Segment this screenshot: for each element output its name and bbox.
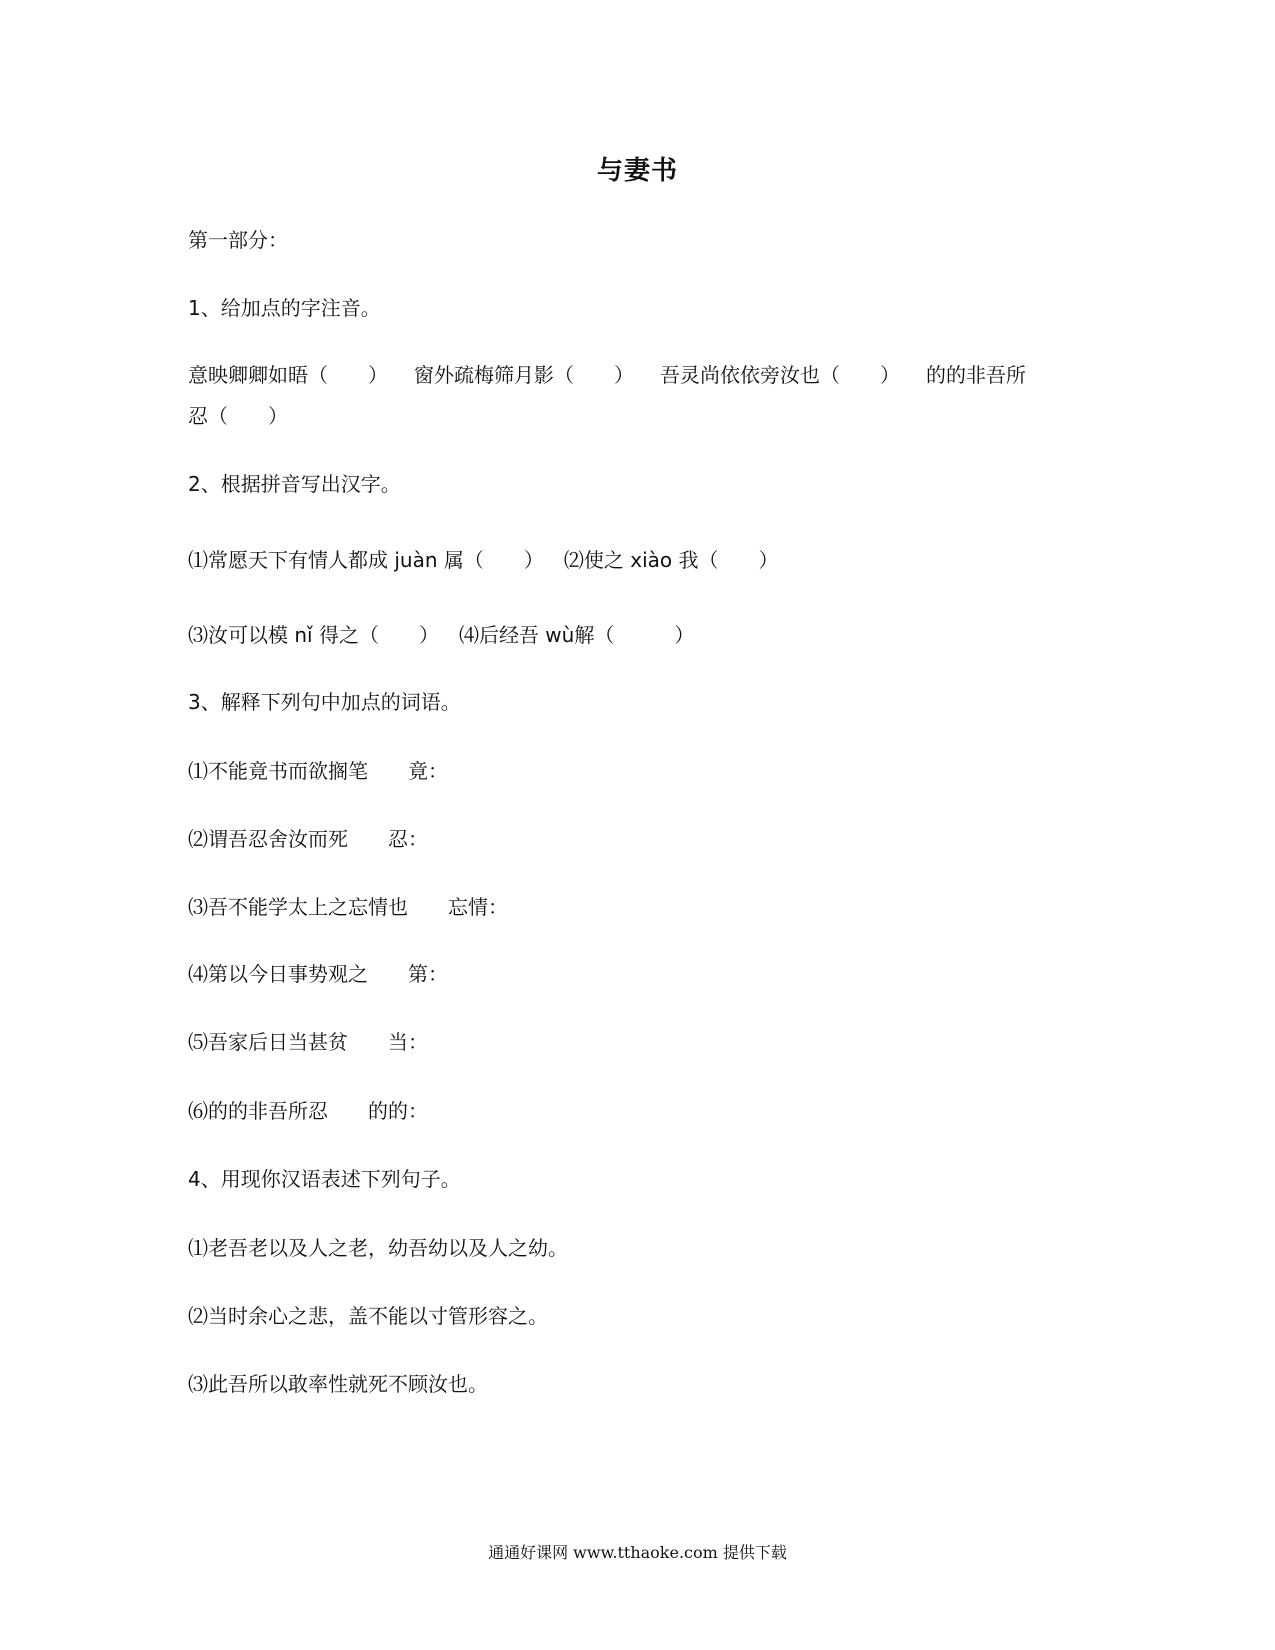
q1-item-3: 吾灵尚依依旁汝也（ ） <box>660 363 900 387</box>
q4-item-1: ⑴老吾老以及人之老，幼吾幼以及人之幼。 <box>188 1236 568 1260</box>
q3-item-5-word: 当： <box>388 1030 428 1054</box>
q3-item-1 <box>188 759 448 783</box>
footer-watermark: 通通好课网 www.tthaoke.com 提供下载 <box>488 1543 787 1562</box>
q3-item-4-word: 第： <box>408 962 448 986</box>
q3-item-1-sentence: ⑴不能竟书而欲搁笔 <box>188 759 368 783</box>
question-1-heading: 1、给加点的字注音。 <box>188 296 381 320</box>
document-title: 与妻书 <box>596 156 678 186</box>
q2-item-1: ⑴常愿天下有情人都成 juàn 属（ ） <box>188 548 544 572</box>
q3-item-3 <box>188 895 508 919</box>
q1-item-4: 的的非吾所 <box>926 363 1026 387</box>
question-3-heading: 3、解释下列句中加点的词语。 <box>188 690 461 714</box>
q1-item-1: 意映卿卿如晤（ ） <box>188 363 388 387</box>
q3-item-4-sentence: ⑷第以今日事势观之 <box>188 962 368 986</box>
q3-item-6-word: 的的： <box>368 1099 428 1123</box>
q4-item-3: ⑶此吾所以敢率性就死不顾汝也。 <box>188 1372 488 1396</box>
q4-item-2: ⑵当时余心之悲，盖不能以寸管形容之。 <box>188 1304 548 1328</box>
q3-item-2 <box>188 827 428 851</box>
part-one-label: 第一部分： <box>188 228 288 252</box>
q3-item-2-word: 忍： <box>388 827 428 851</box>
q3-item-5-sentence: ⑸吾家后日当甚贫 <box>188 1030 348 1054</box>
q3-item-3-word: 忘情： <box>448 895 508 919</box>
q1-item-2: 窗外疏梅筛月影（ ） <box>414 363 634 387</box>
q3-item-2-sentence: ⑵谓吾忍舍汝而死 <box>188 827 348 851</box>
q3-item-6 <box>188 1099 428 1123</box>
question-2-row-2 <box>188 623 694 647</box>
question-1-row <box>188 363 1026 387</box>
q1-item-4-continued: 忍（ ） <box>188 404 288 428</box>
q3-item-1-word: 竟： <box>408 759 448 783</box>
q2-item-4: ⑷后经吾 wù解（ ） <box>458 623 695 647</box>
q3-item-6-sentence: ⑹的的非吾所忍 <box>188 1099 328 1123</box>
question-2-heading: 2、根据拼音写出汉字。 <box>188 472 401 496</box>
question-4-heading: 4、用现你汉语表述下列句子。 <box>188 1167 461 1191</box>
q3-item-5 <box>188 1030 428 1054</box>
q3-item-4 <box>188 962 448 986</box>
question-2-row-1 <box>188 548 779 572</box>
q2-item-2: ⑵使之 xiào 我（ ） <box>563 548 779 572</box>
q2-item-3: ⑶汝可以模 nǐ 得之（ ） <box>188 623 439 647</box>
q3-item-3-sentence: ⑶吾不能学太上之忘情也 <box>188 895 408 919</box>
